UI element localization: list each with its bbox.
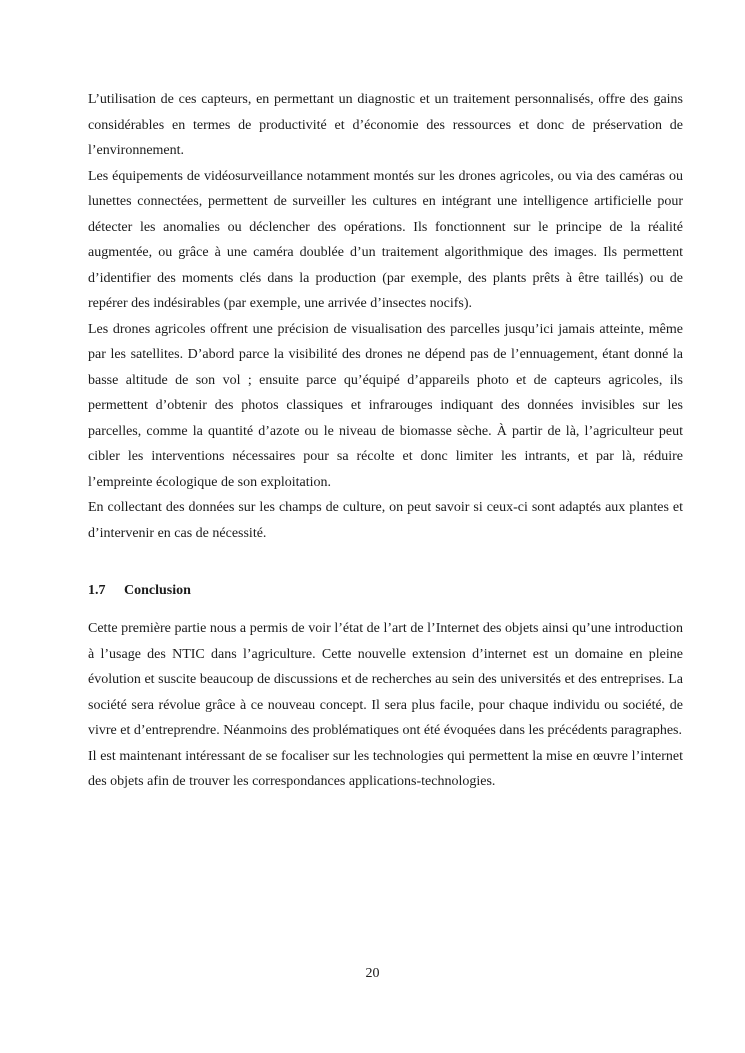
paragraph-videosurveillance: Les équipements de vidéosurveillance notamment montés sur les drones agricoles, ou via des caméras ou lunettes connectées, permettent de surveiller les cultures en intégrant une intelligence artificielle pour détecter les anomalies ou déclencher des opérations. Ils fonctionnent sur le principe de la réalité augmentée, ou grâce à une caméra doublée d’un traitement algorithmique des images. Ils permettent d’identifier des moments clés dans la production (par exemple, des plants prêts à être taillés) ou de repérer des indésirables (par exemple, une arrivée d’insectes nocifs). (88, 168, 683, 311)
section-number: 1.7 (88, 583, 106, 598)
spacer (88, 603, 683, 616)
paragraph-collecte-donnees: En collectant des données sur les champs de culture, on peut savoir si ceux-ci sont adaptés aux plantes et d’intervenir en cas de nécessité. (88, 500, 683, 541)
paragraph-perspectives: Il est maintenant intéressant de se focaliser sur les technologies qui permettent la mise en œuvre l’internet des objets afin de trouver les correspondances applications-technologies. (88, 748, 683, 789)
paragraph-drones: Les drones agricoles offrent une précision de visualisation des parcelles jusqu’ici jamais atteinte, même par les satellites. D’abord parce la visibilité des drones ne dépend pas de l’ennuagement, étant donné la basse altitude de son vol ; ensuite parce qu’équipé d’appareils photo et de capteurs agricoles, ils permettent d’obtenir des photos classiques et infrarouges indiquant des données invisibles sur les parcelles, comme la quantité d’azote ou le niveau de biomasse sèche. À partir de là, l’agriculteur peut cibler les interventions nécessaires pour sa récolte et donc limiter les intrants, et par là, réduire l’empreinte écologique de son exploitation. (88, 321, 683, 490)
page-number: 20 (365, 966, 380, 981)
spacer (88, 546, 683, 578)
paragraph-conclusion: Cette première partie nous a permis de voir l’état de l’art de l’Internet des objets ainsi qu’une introduction à l’usage des NTIC dans l’agriculture. Cette nouvelle extension d’internet est un domaine en pleine évolution et suscite beaucoup de discussions et de recherches au sein des universités et des entreprises. La société sera révolue grâce à ce nouveau concept. Il sera plus facile, pour chaque individu ou société, de vivre et d’entreprendre. Néanmoins des problématiques ont été évoquées dans les précédents paragraphes. (88, 621, 683, 738)
paragraph-capteurs: L’utilisation de ces capteurs, en permettant un diagnostic et un traitement personnalisés, offre des gains considérables en termes de productivité et d’économie des ressources et donc de préservation de l’environnement. (88, 92, 683, 158)
page-body (88, 87, 683, 795)
section-heading (88, 578, 683, 603)
section-title: Conclusion (124, 583, 191, 598)
